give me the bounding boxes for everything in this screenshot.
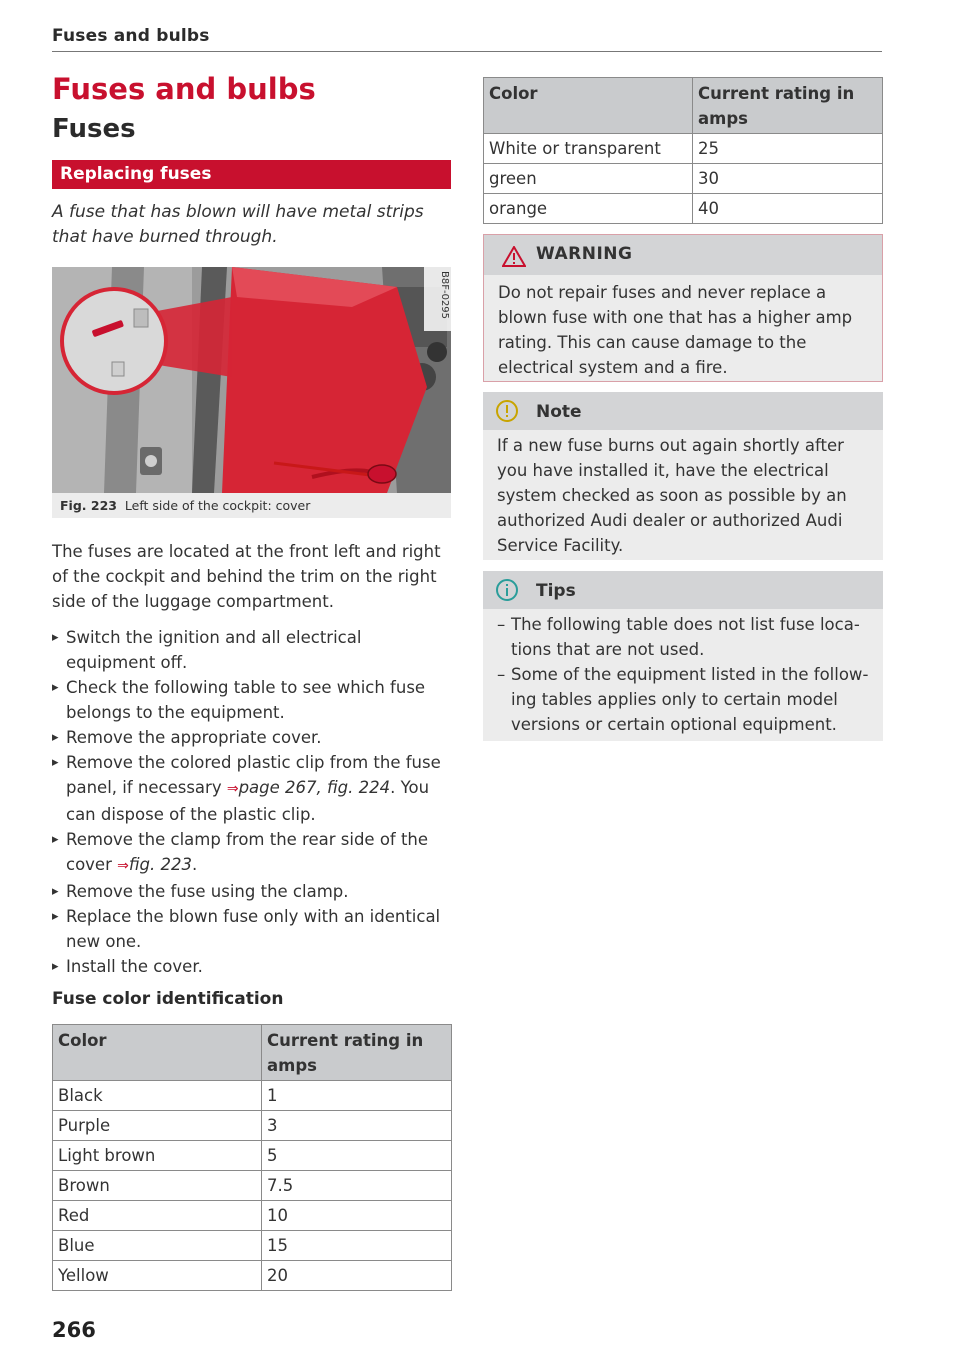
table-row	[53, 1141, 452, 1171]
section-title: Fuses	[52, 114, 136, 144]
color-cell: Brown	[53, 1171, 262, 1201]
table-header-row	[53, 1025, 452, 1081]
fuse-color-table	[52, 1024, 452, 1291]
table-row	[53, 1261, 452, 1291]
warning-title: WARNING	[536, 244, 633, 264]
body-paragraph: The fuses are located at the front left and right of the cockpit and behind the trim on the right side of the luggage compartment.	[52, 542, 441, 611]
tips-title: Tips	[536, 581, 576, 601]
topic-heading: Replacing fuses	[52, 160, 451, 189]
color-cell: Purple	[53, 1111, 262, 1141]
step-item: ▸ Remove the fuse using the clamp.	[52, 879, 454, 904]
info-circle-icon	[495, 578, 519, 602]
color-cell: White or transparent	[484, 134, 693, 164]
table-title: Fuse color identification	[52, 989, 284, 1009]
arrow-right-icon: ⇒	[226, 781, 239, 797]
header-divider	[52, 51, 882, 52]
header-rating: Current rating in amps	[262, 1025, 452, 1081]
warning-box	[483, 234, 883, 382]
running-head: Fuses and bulbs	[52, 26, 210, 46]
header-color: Color	[53, 1025, 262, 1081]
table-row	[53, 1231, 452, 1261]
warning-text: Do not repair fuses and never replace a blown fuse with one that has a higher amp rating. This can cause damage to the electrical system and a fire.	[484, 275, 882, 381]
table-header-row	[484, 78, 883, 134]
cockpit-illustration	[52, 267, 451, 493]
note-title: Note	[536, 402, 582, 422]
fuse-color-table-continued	[483, 77, 883, 224]
table-row	[484, 194, 883, 224]
arrow-right-icon: ⇒	[117, 858, 129, 874]
figure-code: B8F-0295	[439, 271, 450, 320]
warning-header	[484, 235, 882, 275]
step-item	[52, 750, 454, 827]
color-cell: Light brown	[53, 1141, 262, 1171]
rating-cell: 30	[693, 164, 883, 194]
rating-cell: 20	[262, 1261, 452, 1291]
note-box	[483, 392, 883, 560]
page-number: 266	[52, 1318, 96, 1342]
step-text: . You can dispose of the plastic clip.	[66, 778, 430, 824]
header-rating: Current rating in amps	[693, 78, 883, 134]
cockpit-figure	[52, 267, 451, 518]
color-cell: Blue	[53, 1231, 262, 1261]
tips-box	[483, 571, 883, 741]
table-row	[484, 134, 883, 164]
step-item: ▸ Switch the ignition and all electrical equipment off.	[52, 625, 454, 675]
table-row	[484, 164, 883, 194]
rating-cell: 10	[262, 1201, 452, 1231]
step-item: ▸ Check the following table to see which fuse belongs to the equipment.	[52, 675, 454, 725]
page-reference-link[interactable]: ⇒page 267, fig. 224	[226, 778, 391, 797]
figure-caption-text: Left side of the cockpit: cover	[124, 498, 311, 513]
step-text: .	[191, 855, 198, 874]
header-color: Color	[484, 78, 693, 134]
color-cell: green	[484, 164, 693, 194]
table-row	[53, 1111, 452, 1141]
table-row	[53, 1171, 452, 1201]
warning-triangle-icon	[502, 246, 526, 267]
tips-list	[483, 609, 883, 743]
tips-header	[483, 571, 883, 609]
step-text: Remove the colored plastic clip from the fuse panel, if necessary	[66, 753, 441, 797]
color-cell: orange	[484, 194, 693, 224]
step-item: ▸ Replace the blown fuse only with an identical new one.	[52, 904, 454, 954]
rating-cell: 15	[262, 1231, 452, 1261]
step-item	[52, 827, 454, 879]
step-item: ▸ Remove the appropriate cover.	[52, 725, 454, 750]
rating-cell: 40	[693, 194, 883, 224]
color-cell: Red	[53, 1201, 262, 1231]
chapter-title: Fuses and bulbs	[52, 72, 316, 106]
rating-cell: 3	[262, 1111, 452, 1141]
table-row	[53, 1081, 452, 1111]
table-row	[53, 1201, 452, 1231]
tip-item: – The following table does not list fuse locations that are not used.	[497, 612, 869, 662]
figure-caption	[60, 498, 310, 513]
step-item: ▸ Install the cover.	[52, 954, 454, 979]
rating-cell: 25	[693, 134, 883, 164]
tip-item: – Some of the equipment listed in the following tables applies only to certain model versions or certain optional equipment.	[497, 662, 869, 737]
rating-cell: 7.5	[262, 1171, 452, 1201]
figure-label: Fig. 223	[60, 498, 117, 513]
color-cell: Yellow	[53, 1261, 262, 1291]
intro-text: A fuse that has blown will have metal strips that have burned through.	[52, 202, 424, 247]
figure-reference-link[interactable]: ⇒fig. 223	[117, 855, 192, 874]
rating-cell: 1	[262, 1081, 452, 1111]
rating-cell: 5	[262, 1141, 452, 1171]
step-text: Remove the clamp from the rear side of the cover	[66, 830, 429, 874]
instruction-steps	[52, 625, 454, 979]
note-text: If a new fuse burns out again shortly after you have installed it, have the electrical system checked as soon as possible by an authorized Audi dealer or authorized Audi Service Facility.	[497, 436, 847, 555]
note-header	[483, 392, 883, 430]
exclamation-circle-icon	[495, 399, 519, 423]
color-cell: Black	[53, 1081, 262, 1111]
